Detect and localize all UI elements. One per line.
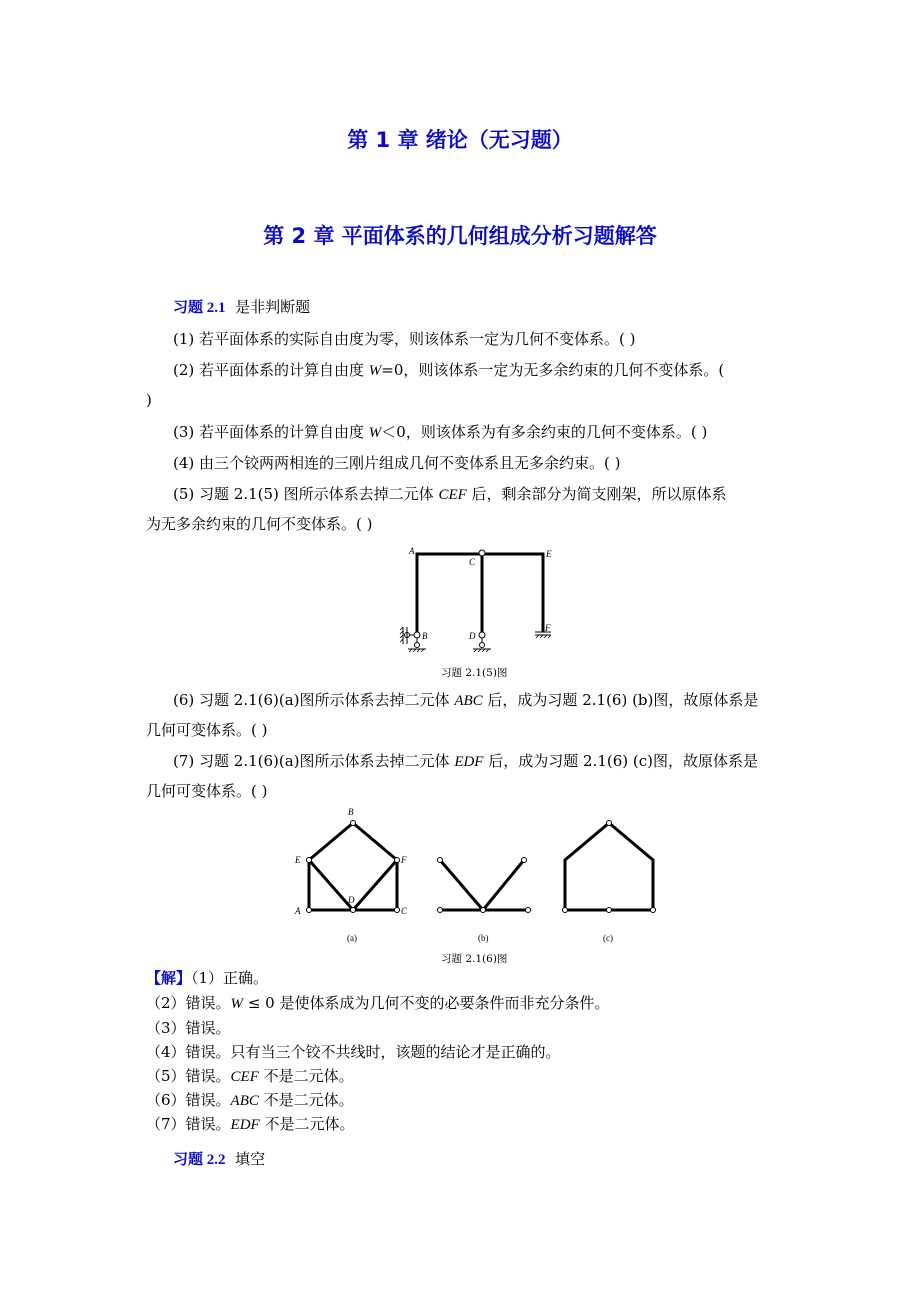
question-4: (4) 由三个铰两两相连的三刚片组成几何不变体系且无多余约束。( ): [173, 454, 621, 472]
q7-text-b: 后，成为习题 2.1(6) (c)图，故原体系是: [483, 752, 758, 770]
solution-7-a: （7）错误。: [146, 1115, 231, 1133]
figure-2-1-5-caption: 习题 2.1(5)图: [441, 667, 508, 679]
solution-line-3: （3）错误。: [146, 1019, 231, 1037]
solution-1: （1）正确。: [191, 969, 269, 987]
q3-w: W: [368, 425, 382, 441]
q6-text-a: (6) 习题 2.1(6)(a)图所示体系去掉二元体: [173, 691, 455, 709]
question-5-cont: 为无多余约束的几何不变体系。( ): [146, 515, 373, 533]
exercise-2-1-heading: [173, 296, 310, 319]
fig5-label-c: C: [469, 557, 476, 567]
exercise-2-2-label: 习题 2.2: [173, 1152, 226, 1168]
figure-2-1-6: [290, 805, 670, 950]
fig6-label-d: D: [348, 895, 355, 905]
solution-5-b: 不是二元体。: [258, 1067, 354, 1085]
fig6-label-b: B: [348, 807, 354, 817]
solution-line-6: [146, 1089, 354, 1112]
fig5-label-b: B: [422, 631, 428, 641]
q6-text-b: 后，成为习题 2.1(6) (b)图，故原体系是: [482, 691, 759, 709]
solution-7-i: EDF: [230, 1117, 260, 1133]
fig6-label-e: E: [295, 855, 301, 865]
question-3: [173, 421, 707, 444]
question-2-cont: ): [146, 391, 152, 409]
q2-text-b: =0，则该体系一定为无多余约束的几何不变体系。(: [381, 361, 725, 379]
solution-2-w: W: [230, 996, 244, 1012]
fig6-label-c: C: [401, 906, 408, 916]
solution-2-b: ≤ 0: [243, 994, 275, 1012]
q5-cef: CEF: [438, 487, 467, 503]
q5-text-a: (5) 习题 2.1(5) 图所示体系去掉二元体: [173, 485, 439, 503]
figure-2-1-5: [395, 545, 565, 660]
solution-2-a: （2）错误。: [146, 994, 231, 1012]
chapter-2-title: 第 2 章 平面体系的几何组成分析习题解答: [263, 224, 657, 248]
solution-6-i: ABC: [230, 1093, 259, 1109]
solution-line-1: [146, 967, 268, 990]
fig5-label-a: A: [409, 546, 415, 556]
fig5-label-f: F: [545, 623, 551, 633]
q2-text-a: (2) 若平面体系的计算自由度: [173, 361, 369, 379]
question-5: [173, 483, 727, 506]
exercise-type: 是非判断题: [235, 298, 311, 316]
q7-edf: EDF: [454, 754, 484, 770]
solution-line-2: [146, 992, 609, 1015]
solution-label: 【解】: [146, 971, 192, 987]
fig5-label-d: D: [469, 631, 476, 641]
exercise-label: 习题 2.1: [173, 300, 226, 316]
chapter-1-title: 第 1 章 绪论（无习题）: [347, 128, 573, 152]
figure-2-1-6-caption: 习题 2.1(6)图: [441, 953, 508, 965]
q3-text-b: ＜0，则该体系为有多余约束的几何不变体系。( ): [381, 423, 708, 441]
question-7-cont: 几何可变体系。( ): [146, 782, 268, 800]
fig6-label-f: F: [401, 855, 407, 865]
fig6-sub-b: (b): [478, 933, 489, 943]
question-6: [173, 689, 758, 712]
solution-6-a: （6）错误。: [146, 1091, 231, 1109]
solution-line-5: [146, 1065, 354, 1088]
solution-line-4: （4）错误。只有当三个铰不共线时，该题的结论才是正确的。: [146, 1043, 561, 1061]
question-1: (1) 若平面体系的实际自由度为零，则该体系一定为几何不变体系。( ): [173, 330, 636, 348]
question-6-cont: 几何可变体系。( ): [146, 721, 268, 739]
fig5-label-e: E: [546, 549, 552, 559]
fig6-sub-c: (c): [603, 933, 613, 943]
solution-5-a: （5）错误。: [146, 1067, 231, 1085]
solution-7-b: 不是二元体。: [259, 1115, 355, 1133]
exercise-2-2-heading: [173, 1148, 265, 1171]
q6-abc: ABC: [454, 693, 483, 709]
exercise-2-2-type: 填空: [235, 1150, 266, 1168]
q5-text-b: 后，剩余部分为简支刚架，所以原体系: [466, 485, 727, 503]
question-2: [173, 359, 724, 382]
q2-w: W: [368, 363, 382, 379]
fig6-label-a: A: [295, 906, 301, 916]
q3-text-a: (3) 若平面体系的计算自由度: [173, 423, 369, 441]
solution-6-b: 不是二元体。: [258, 1091, 354, 1109]
solution-line-7: [146, 1113, 355, 1136]
fig6-sub-a: (a): [347, 933, 357, 943]
question-7: [173, 750, 758, 773]
q7-text-a: (7) 习题 2.1(6)(a)图所示体系去掉二元体: [173, 752, 455, 770]
solution-5-i: CEF: [230, 1069, 259, 1085]
solution-2-c: 是使体系成为几何不变的必要条件而非充分条件。: [274, 994, 610, 1012]
